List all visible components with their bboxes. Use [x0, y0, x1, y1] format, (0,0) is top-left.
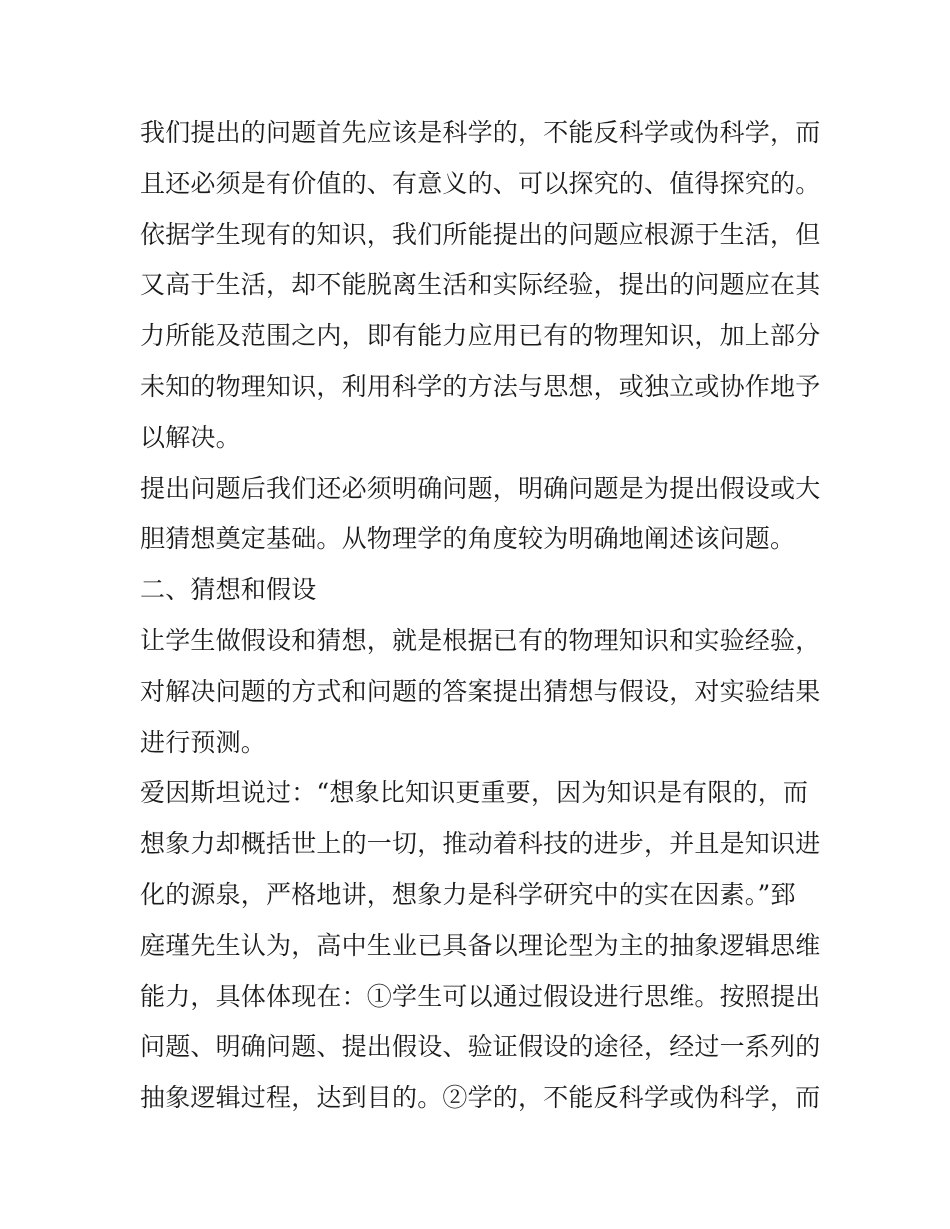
text-line: 庭瑾先生认为，高中生业已具备以理论型为主的抽象逻辑思维 [140, 930, 821, 960]
text-line: 能力，具体体现在：①学生可以通过假设进行思维。按照提出 [140, 981, 821, 1011]
text-line: 依据学生现有的知识，我们所能提出的问题应根源于生活，但 [140, 219, 821, 249]
text-line: 想象力却概括世上的一切，推动着科技的进步，并且是知识进 [140, 829, 821, 859]
text-line: 爱因斯坦说过：“想象比知识更重要，因为知识是有限的，而 [140, 778, 809, 808]
text-line: 提出问题后我们还必须明确问题，明确问题是为提出假设或大 [140, 473, 821, 503]
text-line: 且还必须是有价值的、有意义的、可以探究的、值得探究的。 [140, 168, 821, 198]
text-line: 问题、明确问题、提出假设、验证假设的途径，经过一系列的 [140, 1032, 821, 1062]
text-line: 化的源泉，严格地讲，想象力是科学研究中的实在因素。”郅 [140, 879, 796, 909]
text-line: 胆猜想奠定基础。从物理学的角度较为明确地阐述该问题。 [140, 524, 796, 554]
text-line: 让学生做假设和猜想，就是根据已有的物理知识和实验经验， [140, 625, 821, 655]
text-line: 又高于生活，却不能脱离生活和实际经验，提出的问题应在其 [140, 270, 821, 300]
text-line: 未知的物理知识，利用科学的方法与思想，或独立或协作地予 [140, 371, 821, 401]
text-line: 力所能及范围之内，即有能力应用已有的物理知识，加上部分 [140, 321, 821, 351]
text-line: 我们提出的问题首先应该是科学的，不能反科学或伪科学，而 [140, 118, 821, 147]
text-line: 以解决。 [140, 422, 241, 452]
text-line: 对解决问题的方式和问题的答案提出猜想与假设，对实验结果 [140, 676, 821, 706]
text-line: 进行预测。 [140, 727, 267, 757]
body-text [140, 108, 820, 1124]
text-line: 抽象逻辑过程，达到目的。②学的，不能反科学或伪科学，而 [140, 1083, 821, 1113]
section-heading: 二、猜想和假设 [140, 575, 317, 605]
